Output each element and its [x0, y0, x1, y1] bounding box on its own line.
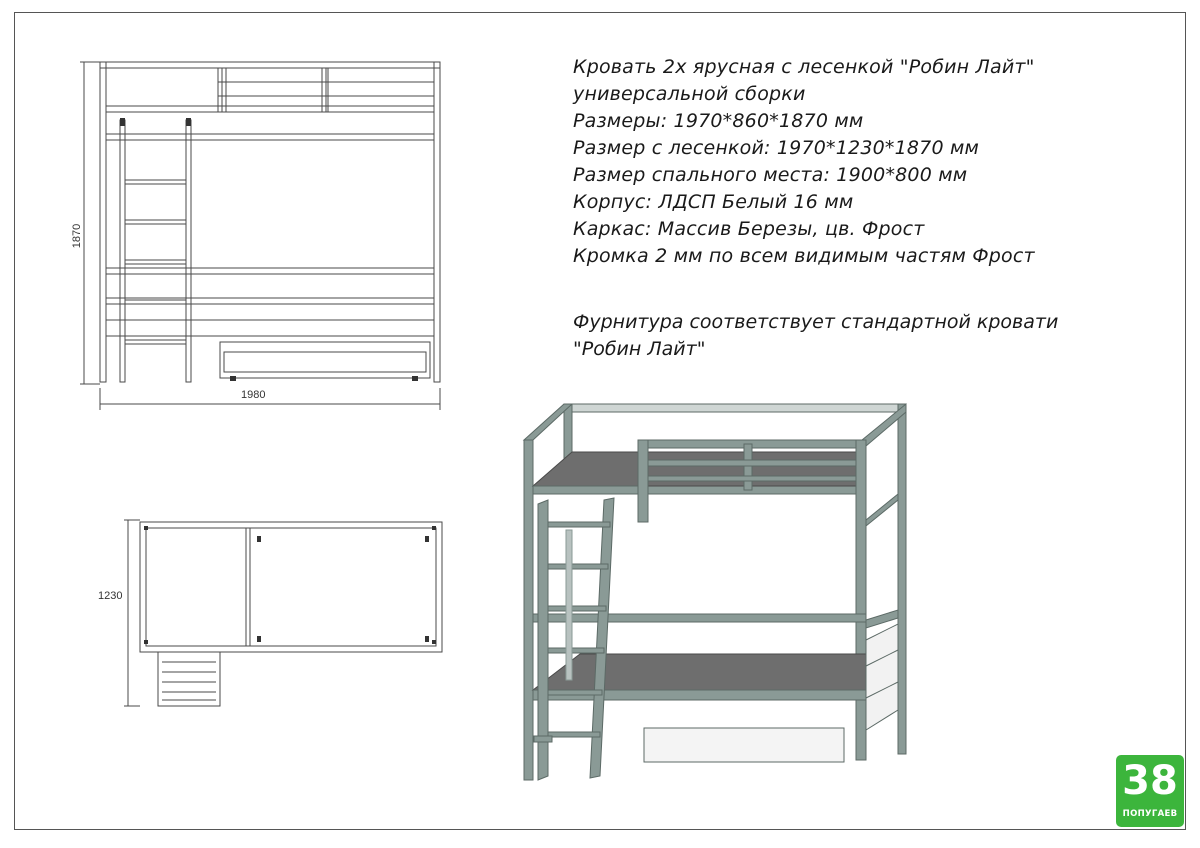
note-line-2: "Робин Лайт" [573, 338, 706, 360]
note-line-1: Фурнитура соответствует стандартной кровати [573, 311, 1059, 333]
spec-line-sleeping-area: Размер спального места: 1900*800 мм [573, 164, 968, 186]
spec-line-title: Кровать 2х ярусная с лесенкой "Робин Лайт" [573, 56, 1035, 78]
front-width-dimension: 1980 [241, 389, 266, 401]
logo-word: ПОПУГАЕВ [1122, 809, 1178, 819]
brand-logo [1116, 755, 1184, 827]
top-depth-dimension: 1230 [98, 590, 123, 602]
spec-line-dimensions-ladder: Размер с лесенкой: 1970*1230*1870 мм [573, 137, 980, 159]
spec-line-dimensions: Размеры: 1970*860*1870 мм [573, 110, 864, 132]
front-height-dimension: 1870 [71, 223, 83, 249]
isometric-bed-view [524, 404, 906, 780]
spec-line-frame: Каркас: Массив Березы, цв. Фрост [573, 218, 925, 240]
specification-list [573, 54, 1035, 270]
spec-line-body: Корпус: ЛДСП Белый 16 мм [573, 191, 854, 213]
logo-number: 38 [1122, 758, 1178, 804]
hardware-note [573, 309, 1058, 363]
spec-line-assembly: универсальной сборки [573, 83, 806, 105]
spec-line-edge: Кромка 2 мм по всем видимым частям Фрост [573, 245, 1035, 267]
